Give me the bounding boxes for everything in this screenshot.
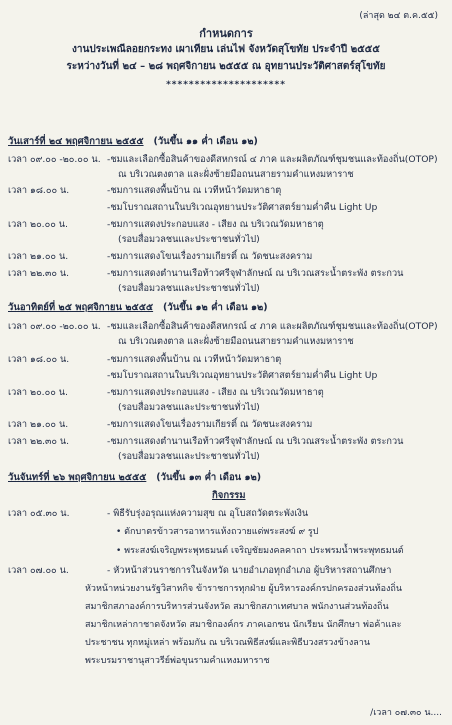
- schedule-item: -ชมการแสดงพื้นบ้าน ณ เวทีหน้าวัดมหาธาตุ: [107, 185, 282, 196]
- schedule-time: เวลา ๐๙.๐๐ -๒๐.๐๐ น.: [8, 321, 101, 332]
- schedule-time: เวลา ๑๘.๐๐ น.: [8, 185, 70, 196]
- day-heading: [8, 470, 261, 485]
- schedule-item: -ชมการแสดงโขนเรื่องรามเกียรติ์ ณ วัดชนะสงคราม: [107, 419, 313, 430]
- schedule-item: -ชมและเลือกซื้อสินค้าของดีสหกรณ์ ๔ ภาค และผลิตภัณฑ์ชุมชนและท้องถิ่น(OTOP): [107, 154, 438, 165]
- star-divider: *********************: [166, 80, 286, 90]
- schedule-item: -ชมการแสดงพื้นบ้าน ณ เวทีหน้าวัดมหาธาตุ: [107, 354, 282, 365]
- schedule-time: เวลา ๒๑.๐๐ น.: [8, 251, 69, 262]
- schedule-time: เวลา ๒๐.๐๐ น.: [8, 219, 68, 230]
- schedule-time: เวลา ๐๗.๐๐ น.: [8, 565, 69, 576]
- day-heading: [8, 300, 268, 315]
- paragraph-line: พระบรมราชานุสาวรีย์พ่อขุนรามคำแหงมหาราช: [85, 656, 270, 666]
- schedule-time: เวลา ๒๐.๐๐ น.: [8, 387, 68, 398]
- schedule-item: -ชมโบราณสถานในบริเวณอุทยานประวัติศาสตร์ยามค่ำคืน Light Up: [107, 370, 378, 381]
- day-date: วันเสาร์ที่ ๒๔ พฤศจิกายน ๒๕๕๕: [8, 136, 144, 147]
- bullet-item: • พระสงฆ์เจริญพระพุทธมนต์ เจริญชัยมงคลคาถา ประพรมน้ำพระพุทธมนต์: [116, 546, 404, 556]
- schedule-item: - หัวหน้าส่วนราชการในจังหวัด นายอำเภอทุกอำเภอ ผู้บริหารสถานศึกษา: [107, 565, 392, 576]
- bullet-item: • ตักบาตรข้าวสารอาหารแห้งถวายแด่พระสงฆ์ ๙ รูป: [116, 527, 319, 537]
- schedule-item: -ชมโบราณสถานในบริเวณอุทยานประวัติศาสตร์ยามค่ำคืน Light Up: [107, 202, 378, 213]
- day-lunar: (วันขึ้น ๑๓ ค่ำ เดือน ๑๒): [156, 472, 262, 483]
- schedule-item-cont: (รอบสื่อมวลชนและประชาชนทั่วไป): [118, 234, 260, 245]
- schedule-item: -ชมการแสดงตำนานเรือท้าวศรีจุฬาลักษณ์ ณ บริเวณสระน้ำตระพัง ตระกวน: [107, 436, 404, 447]
- paragraph-line: หัวหน้าหน่วยงานรัฐวิสาหกิจ ข้าราชการทุกฝ่าย ผู้บริหารองค์กรปกครองส่วนท้องถิ่น: [85, 584, 403, 594]
- revision-note: (ล่าสุด ๒๔ ต.ค.๕๕): [359, 11, 438, 21]
- day-lunar: (วันขึ้น ๑๒ ค่ำ เดือน ๑๒): [163, 302, 268, 313]
- day-date: วันอาทิตย์ที่ ๒๕ พฤศจิกายน ๒๕๕๕: [8, 302, 154, 313]
- schedule-item: - พิธีรับรุ่งอรุณแห่งความสุข ณ อุโบสถวัดตระพังเงิน: [107, 508, 309, 519]
- schedule-time: เวลา ๑๘.๐๐ น.: [8, 354, 70, 365]
- schedule-item-cont: (รอบสื่อมวลชนและประชาชนทั่วไป): [118, 402, 260, 413]
- day-lunar: (วันขึ้น ๑๑ ค่ำ เดือน ๑๒): [153, 136, 258, 147]
- day-date: วันจันทร์ที่ ๒๖ พฤศจิกายน ๒๕๕๕: [8, 472, 147, 483]
- schedule-time: เวลา ๒๒.๓๐ น.: [8, 268, 70, 279]
- schedule-item-cont: ณ บริเวณตงตาล และฝั่งซ้ายมือถนนสายรามคำแหงมหาราช: [118, 336, 354, 347]
- event-title: งานประเพณีลอยกระทง เผาเทียน เล่นไฟ จังหวัดสุโขทัย ประจำปี ๒๕๕๕: [72, 44, 380, 55]
- paragraph-line: สมาชิกสภาองค์การบริหารส่วนจังหวัด สมาชิกสภาเทศบาล พนักงานส่วนท้องถิ่น: [85, 602, 389, 612]
- day-heading: [8, 134, 258, 149]
- schedule-item: -ชมการแสดงประกอบแสง - เสียง ณ บริเวณวัดมหาธาตุ: [107, 387, 324, 398]
- schedule-time: เวลา ๒๒.๓๐ น.: [8, 436, 70, 447]
- schedule-item: -ชมการแสดงโขนเรื่องรามเกียรติ์ ณ วัดชนะสงคราม: [107, 251, 313, 262]
- paragraph-line: ประชาชน ทุกหมู่เหล่า พร้อมกัน ณ บริเวณพิธีสงฆ์และพิธีบวงสรวงข้างลาน: [85, 638, 370, 648]
- paragraph-line: สมาชิกเหล่ากาชาดจังหวัด สมาชิกองค์กร ภาคเอกชน นักเรียน นักศึกษา พ่อค้าและ: [85, 620, 402, 630]
- event-dates: ระหว่างวันที่ ๒๔ – ๒๘ พฤศจิกายน ๒๕๕๕ ณ อุทยานประวัติศาสตร์สุโขทัย: [66, 61, 386, 72]
- schedule-time: เวลา ๒๑.๐๐ น.: [8, 419, 69, 430]
- schedule-item-cont: ณ บริเวณตงตาล และฝั่งซ้ายมือถนนสายรามคำแหงมหาราช: [118, 169, 354, 180]
- schedule-time: เวลา ๐๕.๓๐ น.: [8, 508, 70, 519]
- schedule-item: -ชมการแสดงตำนานเรือท้าวศรีจุฬาลักษณ์ ณ บริเวณสระน้ำตระพัง ตระกวน: [107, 268, 404, 279]
- document-heading: กำหนดการ: [199, 27, 253, 40]
- activity-section-heading: กิจกรรม: [212, 490, 246, 501]
- schedule-item: -ชมการแสดงประกอบแสง - เสียง ณ บริเวณวัดมหาธาตุ: [107, 219, 324, 230]
- schedule-item-cont: (รอบสื่อมวลชนและประชาชนทั่วไป): [118, 283, 260, 294]
- page-continuation: /เวลา ๐๗.๓๐ น....: [370, 708, 442, 718]
- schedule-time: เวลา ๐๙.๐๐ -๒๐.๐๐ น.: [8, 154, 101, 165]
- schedule-item-cont: (รอบสื่อมวลชนและประชาชนทั่วไป): [118, 451, 260, 462]
- schedule-item: -ชมและเลือกซื้อสินค้าของดีสหกรณ์ ๔ ภาค และผลิตภัณฑ์ชุมชนและท้องถิ่น(OTOP): [107, 321, 438, 332]
